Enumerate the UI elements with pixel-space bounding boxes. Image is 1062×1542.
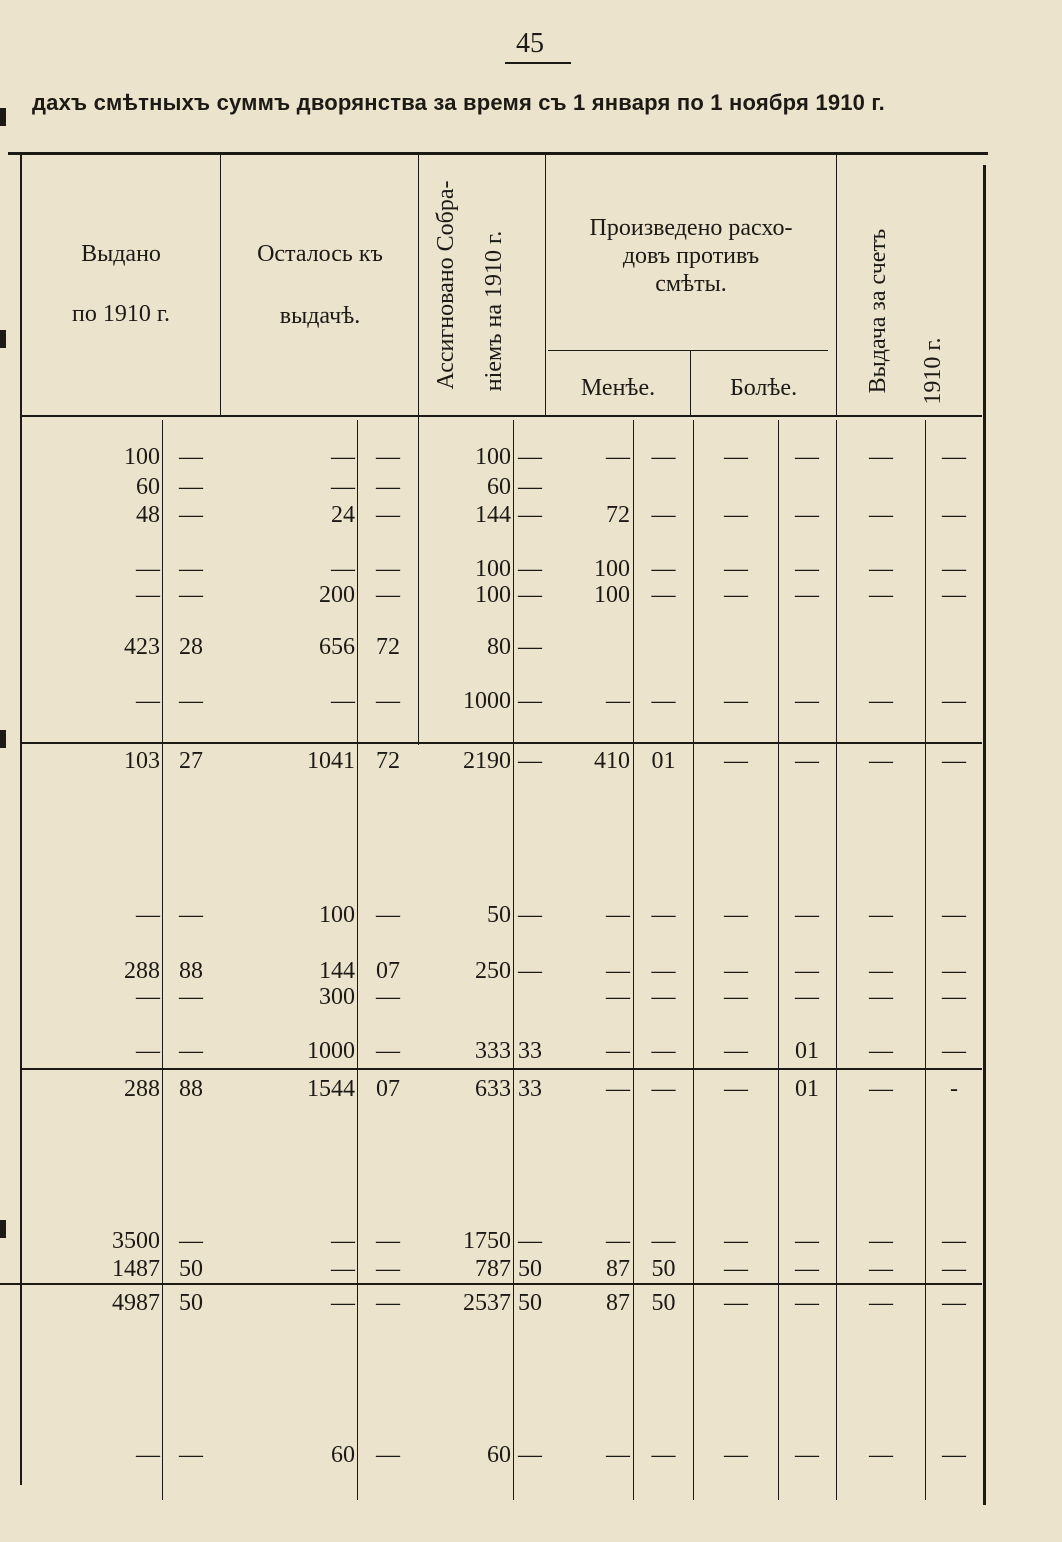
table-cell: — <box>376 474 400 500</box>
table-cell: — <box>376 444 400 470</box>
table-cell: — <box>869 984 893 1010</box>
table-cell: 87 <box>606 1290 630 1316</box>
table-cell: — <box>869 1256 893 1282</box>
table-cell: 33 <box>518 1038 542 1064</box>
table-cell: — <box>942 1442 966 1468</box>
header-remaining-line1: Осталось къ <box>257 241 383 267</box>
table-cell: — <box>651 502 676 528</box>
table-cell: — <box>724 1038 748 1064</box>
table-cell: — <box>179 474 203 500</box>
binding-mark <box>0 108 6 126</box>
table-cell: — <box>376 1290 400 1316</box>
table-cell: — <box>179 444 203 470</box>
table-cell: 2190 <box>463 748 511 774</box>
table-cell: — <box>376 582 400 608</box>
table-cell: — <box>724 984 748 1010</box>
table-cell: — <box>606 1076 630 1102</box>
table-cell: 60 <box>136 474 160 500</box>
table-cell: — <box>869 556 893 582</box>
header-issue-line1: Выдача за счетъ <box>865 228 891 394</box>
table-cell: — <box>518 958 542 984</box>
table-cell: 1000 <box>307 1038 355 1064</box>
table-cell: — <box>376 688 400 714</box>
table-cell: — <box>606 1038 630 1064</box>
table-cell: — <box>331 1228 355 1254</box>
table-cell: — <box>376 502 400 528</box>
header-less: Менѣе. <box>580 375 656 401</box>
header-remaining-line2: выдачѣ. <box>279 303 361 329</box>
table-cell: — <box>869 1290 893 1316</box>
table-cell: 01 <box>795 1076 819 1102</box>
column-divider <box>20 155 22 1485</box>
table-cell: 100 <box>475 582 511 608</box>
table-cell: 24 <box>331 502 355 528</box>
section-rule <box>20 742 982 744</box>
table-cell: — <box>331 474 355 500</box>
table-cell: 100 <box>594 556 630 582</box>
table-cell: — <box>942 984 966 1010</box>
table-cell: — <box>795 1228 819 1254</box>
table-cell: 1487 <box>112 1256 160 1282</box>
table-cell: 27 <box>179 748 203 774</box>
table-row <box>0 746 1062 776</box>
table-cell: 3500 <box>112 1228 160 1254</box>
table-cell: — <box>606 444 630 470</box>
subheader-rule <box>548 350 828 351</box>
table-cell: — <box>869 1076 893 1102</box>
table-cell: — <box>136 1442 160 1468</box>
header-issue-line2: 1910 г. <box>920 337 946 405</box>
table-cell: — <box>606 958 630 984</box>
table-cell: — <box>724 902 748 928</box>
table-cell: 50 <box>651 1256 676 1282</box>
table-cell: 50 <box>518 1256 542 1282</box>
table-cell: — <box>724 1442 748 1468</box>
table-cell: — <box>942 1228 966 1254</box>
table-cell: — <box>795 556 819 582</box>
table-cell: — <box>179 502 203 528</box>
table-row <box>0 1288 1062 1318</box>
table-cell: — <box>869 502 893 528</box>
table-row <box>0 1254 1062 1284</box>
table-cell: — <box>136 902 160 928</box>
table-cell: — <box>179 556 203 582</box>
table-cell: 1000 <box>463 688 511 714</box>
table-cell: 100 <box>475 444 511 470</box>
table-cell: 100 <box>475 556 511 582</box>
table-row <box>0 500 1062 530</box>
table-cell: — <box>606 1442 630 1468</box>
table-cell: — <box>518 502 542 528</box>
table-cell: — <box>518 902 542 928</box>
section-rule <box>20 1068 982 1070</box>
table-cell: — <box>651 556 676 582</box>
table-cell: — <box>136 984 160 1010</box>
column-divider <box>220 155 221 415</box>
table-cell: — <box>606 688 630 714</box>
table-cell: — <box>651 1038 676 1064</box>
table-cell: — <box>795 1256 819 1282</box>
table-top-rule <box>8 152 988 155</box>
table-cell: — <box>724 748 748 774</box>
table-cell: 33 <box>518 1076 542 1102</box>
table-cell: 1544 <box>307 1076 355 1102</box>
table-cell: — <box>869 1228 893 1254</box>
table-cell: — <box>869 1038 893 1064</box>
table-cell: — <box>651 984 676 1010</box>
page-title: дахъ смѣтныхъ суммъ дворянства за время съ 1 января по 1 ноября 1910 г. <box>32 90 885 115</box>
table-cell: — <box>179 582 203 608</box>
table-cell: 288 <box>124 1076 160 1102</box>
table-cell: — <box>724 1228 748 1254</box>
table-cell: — <box>606 902 630 928</box>
header-produced-line2: довъ противъ <box>622 243 760 269</box>
table-cell: — <box>376 1228 400 1254</box>
table-cell: — <box>869 444 893 470</box>
table-cell: — <box>869 902 893 928</box>
table-row <box>0 900 1062 930</box>
table-row <box>0 1036 1062 1066</box>
table-cell: — <box>331 688 355 714</box>
table-cell: — <box>942 582 966 608</box>
table-cell: 333 <box>475 1038 511 1064</box>
table-cell: 50 <box>487 902 511 928</box>
table-cell: — <box>376 1442 400 1468</box>
table-row <box>0 982 1062 1012</box>
table-cell: — <box>724 444 748 470</box>
table-cell: — <box>724 688 748 714</box>
table-cell: — <box>179 688 203 714</box>
table-cell: — <box>942 444 966 470</box>
table-cell: 288 <box>124 958 160 984</box>
page-number-underline <box>505 62 571 64</box>
table-cell: — <box>518 444 542 470</box>
table-cell: 72 <box>606 502 630 528</box>
table-cell: 88 <box>179 1076 203 1102</box>
table-row <box>0 1440 1062 1470</box>
table-cell: — <box>518 474 542 500</box>
table-cell: - <box>950 1076 958 1102</box>
table-cell: 60 <box>331 1442 355 1468</box>
table-cell: — <box>179 1228 203 1254</box>
table-cell: — <box>179 1442 203 1468</box>
table-cell: — <box>331 556 355 582</box>
table-cell: — <box>869 958 893 984</box>
table-cell: 200 <box>319 582 355 608</box>
table-cell: — <box>376 1256 400 1282</box>
table-cell: — <box>795 444 819 470</box>
table-cell: 144 <box>319 958 355 984</box>
table-cell: — <box>179 902 203 928</box>
table-cell: 100 <box>594 582 630 608</box>
table-cell: — <box>651 1076 676 1102</box>
table-cell: — <box>795 984 819 1010</box>
header-produced-line3: смѣты. <box>655 271 727 297</box>
table-cell: — <box>331 1256 355 1282</box>
table-cell: 300 <box>319 984 355 1010</box>
table-cell: 633 <box>475 1076 511 1102</box>
table-cell: 60 <box>487 1442 511 1468</box>
table-row <box>0 442 1062 472</box>
binding-mark <box>0 330 6 348</box>
table-cell: 1041 <box>307 748 355 774</box>
table-cell: — <box>795 688 819 714</box>
header-more: Болѣе. <box>729 375 798 401</box>
table-cell: 01 <box>795 1038 819 1064</box>
table-cell: — <box>724 502 748 528</box>
table-row <box>0 1074 1062 1104</box>
table-cell: 60 <box>487 474 511 500</box>
table-cell: 48 <box>136 502 160 528</box>
table-cell: — <box>651 958 676 984</box>
table-cell: — <box>376 556 400 582</box>
table-cell: — <box>179 984 203 1010</box>
table-cell: — <box>942 556 966 582</box>
table-cell: 87 <box>606 1256 630 1282</box>
table-cell: 07 <box>376 958 400 984</box>
table-cell: — <box>606 984 630 1010</box>
table-cell: — <box>795 502 819 528</box>
page-number: 45 <box>516 28 544 59</box>
table-cell: — <box>331 444 355 470</box>
table-cell: — <box>942 688 966 714</box>
table-cell: — <box>942 958 966 984</box>
table-cell: 72 <box>376 748 400 774</box>
table-cell: — <box>942 1256 966 1282</box>
header-assigned-line2: ніемъ на 1910 г. <box>481 230 507 392</box>
table-cell: — <box>651 1442 676 1468</box>
table-row <box>0 632 1062 662</box>
table-cell: — <box>942 1290 966 1316</box>
table-cell: — <box>724 1256 748 1282</box>
table-cell: — <box>724 582 748 608</box>
table-cell: 50 <box>179 1256 203 1282</box>
column-divider <box>836 155 837 415</box>
table-cell: — <box>724 556 748 582</box>
table-cell: — <box>795 582 819 608</box>
table-cell: — <box>136 688 160 714</box>
table-cell: — <box>136 1038 160 1064</box>
table-row <box>0 686 1062 716</box>
table-row <box>0 1226 1062 1256</box>
table-cell: — <box>724 1290 748 1316</box>
table-cell: 80 <box>487 634 511 660</box>
table-cell: 100 <box>319 902 355 928</box>
table-cell: 50 <box>179 1290 203 1316</box>
table-cell: — <box>518 1228 542 1254</box>
table-cell: 1750 <box>463 1228 511 1254</box>
table-cell: 2537 <box>463 1290 511 1316</box>
table-cell: 656 <box>319 634 355 660</box>
table-cell: — <box>518 748 542 774</box>
table-cell: 88 <box>179 958 203 984</box>
table-cell: 4987 <box>112 1290 160 1316</box>
table-cell: — <box>869 748 893 774</box>
table-cell: — <box>518 556 542 582</box>
table-cell: 250 <box>475 958 511 984</box>
table-cell: — <box>518 688 542 714</box>
table-cell: 410 <box>594 748 630 774</box>
table-cell: — <box>651 582 676 608</box>
table-cell: — <box>376 984 400 1010</box>
table-cell: — <box>518 1442 542 1468</box>
header-assigned-line1: Ассигновано Собра- <box>433 180 459 390</box>
table-cell: — <box>795 958 819 984</box>
table-cell: — <box>795 748 819 774</box>
table-cell: — <box>795 902 819 928</box>
table-cell: — <box>376 902 400 928</box>
table-cell: — <box>942 502 966 528</box>
table-row <box>0 580 1062 610</box>
table-cell: 144 <box>475 502 511 528</box>
table-cell: — <box>795 1442 819 1468</box>
table-cell: 50 <box>651 1290 676 1316</box>
table-cell: — <box>606 1228 630 1254</box>
table-cell: — <box>518 634 542 660</box>
table-cell: — <box>795 1290 819 1316</box>
table-cell: — <box>942 1038 966 1064</box>
table-cell: 423 <box>124 634 160 660</box>
table-cell: — <box>179 1038 203 1064</box>
table-cell: 100 <box>124 444 160 470</box>
table-cell: — <box>136 556 160 582</box>
header-issued-line1: Выдано <box>81 241 161 267</box>
table-cell: 50 <box>518 1290 542 1316</box>
table-cell: 07 <box>376 1076 400 1102</box>
table-cell: 103 <box>124 748 160 774</box>
table-cell: — <box>651 444 676 470</box>
table-cell: — <box>942 748 966 774</box>
table-cell: — <box>651 1228 676 1254</box>
table-cell: — <box>869 688 893 714</box>
table-cell: — <box>331 1290 355 1316</box>
table-cell: — <box>518 582 542 608</box>
table-cell: — <box>376 1038 400 1064</box>
table-cell: — <box>724 1076 748 1102</box>
table-cell: — <box>724 958 748 984</box>
table-cell: 787 <box>475 1256 511 1282</box>
table-cell: — <box>136 582 160 608</box>
table-cell: — <box>869 1442 893 1468</box>
table-cell: — <box>651 688 676 714</box>
table-cell: 72 <box>376 634 400 660</box>
table-row <box>0 472 1062 502</box>
table-cell: — <box>942 902 966 928</box>
table-cell: — <box>651 902 676 928</box>
header-issued-line2: по 1910 г. <box>72 301 170 327</box>
table-cell: 01 <box>651 748 676 774</box>
header-produced-line1: Произведено расхо- <box>589 215 793 241</box>
table-cell: 28 <box>179 634 203 660</box>
table-cell: — <box>869 582 893 608</box>
